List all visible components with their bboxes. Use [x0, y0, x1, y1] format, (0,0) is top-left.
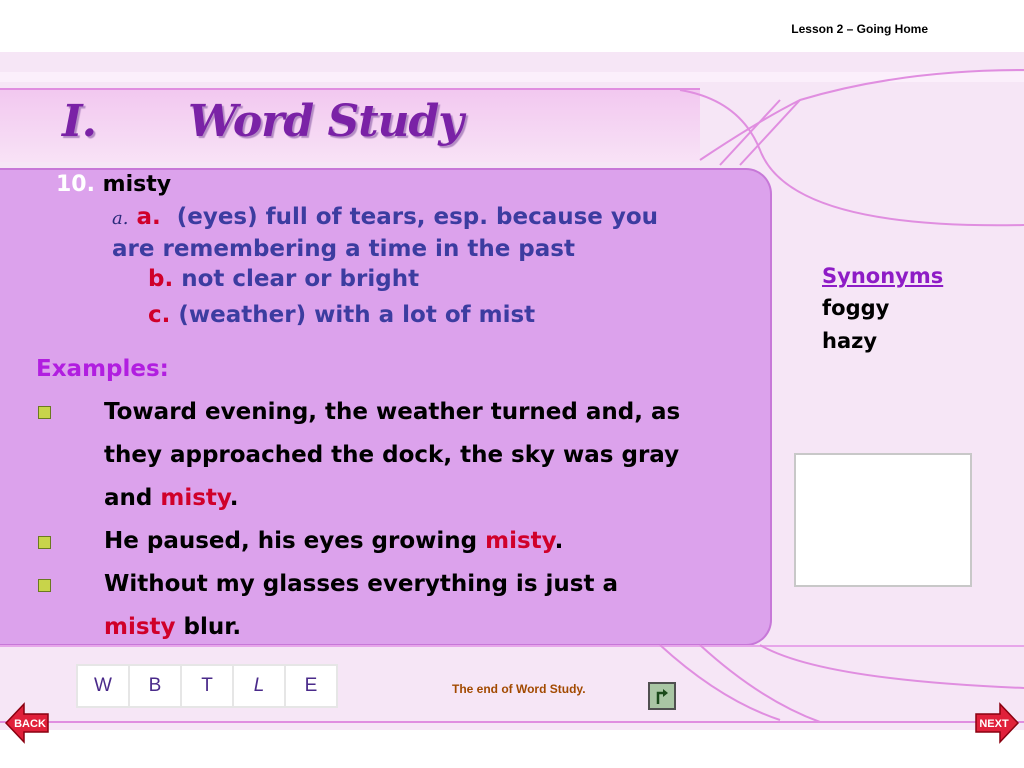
definition-text-cont: are remembering a time in the past [112, 236, 575, 262]
example-line: they approached the dock, the sky was gray [104, 442, 680, 468]
square-bullet-icon [38, 536, 51, 549]
return-button[interactable] [648, 682, 676, 710]
lesson-title: Lesson 2 – Going Home [791, 22, 928, 36]
square-bullet-icon [38, 579, 51, 592]
section-nav [76, 664, 338, 708]
section-number: I. [62, 96, 96, 147]
definition-a [112, 202, 658, 265]
example-line: . [554, 528, 564, 554]
square-bullet-icon [38, 406, 51, 419]
image-placeholder [794, 453, 972, 587]
definition-text: (eyes) full of tears, esp. because you [176, 204, 659, 230]
example-line: He paused, his eyes growing [104, 528, 486, 554]
section-title [62, 96, 463, 147]
synonym-word: hazy [822, 329, 878, 353]
definition-text: not clear or bright [181, 266, 420, 292]
entry-word: misty [102, 172, 172, 197]
example-highlight: misty [104, 614, 176, 640]
return-arrow-icon [652, 686, 672, 706]
next-arrow-icon [974, 700, 1020, 746]
example-line: and [104, 485, 161, 511]
definition-c [148, 300, 535, 331]
nav-tab-w[interactable]: W [78, 666, 130, 706]
back-button[interactable] [4, 700, 50, 750]
definition-letter: a. [136, 204, 161, 230]
back-arrow-icon [4, 700, 50, 746]
synonyms-heading: Synonyms [822, 264, 944, 288]
nav-tab-e[interactable]: E [304, 675, 318, 696]
nav-tab-t[interactable]: T [182, 666, 234, 706]
nav-tab-b[interactable]: B [130, 666, 182, 706]
end-text: The end of Word Study. [452, 682, 586, 696]
definition-letter: b. [148, 266, 174, 292]
example-line: . [229, 485, 239, 511]
example-line: Toward evening, the weather turned and, as [104, 399, 681, 425]
example-highlight: misty [160, 485, 230, 511]
vocab-entry [56, 172, 171, 197]
synonym-word: foggy [822, 296, 890, 320]
example-line: blur. [175, 614, 242, 640]
example-highlight: misty [485, 528, 555, 554]
definition-prefix: a. [112, 208, 129, 229]
entry-number: 10. [56, 172, 95, 197]
definition-letter: c. [148, 302, 171, 328]
section-heading: Word Study [188, 96, 463, 147]
example-2 [104, 520, 764, 563]
back-label: BACK [14, 718, 46, 730]
nav-tab-l[interactable]: L [234, 666, 286, 706]
example-1 [104, 391, 764, 520]
example-3 [104, 563, 764, 649]
definition-text: (weather) with a lot of mist [178, 302, 536, 328]
example-line: Without my glasses everything is just a [104, 571, 618, 597]
next-label: NEXT [979, 718, 1009, 730]
next-button[interactable] [974, 700, 1020, 750]
definition-b [148, 264, 419, 295]
examples-heading: Examples: [36, 356, 169, 382]
